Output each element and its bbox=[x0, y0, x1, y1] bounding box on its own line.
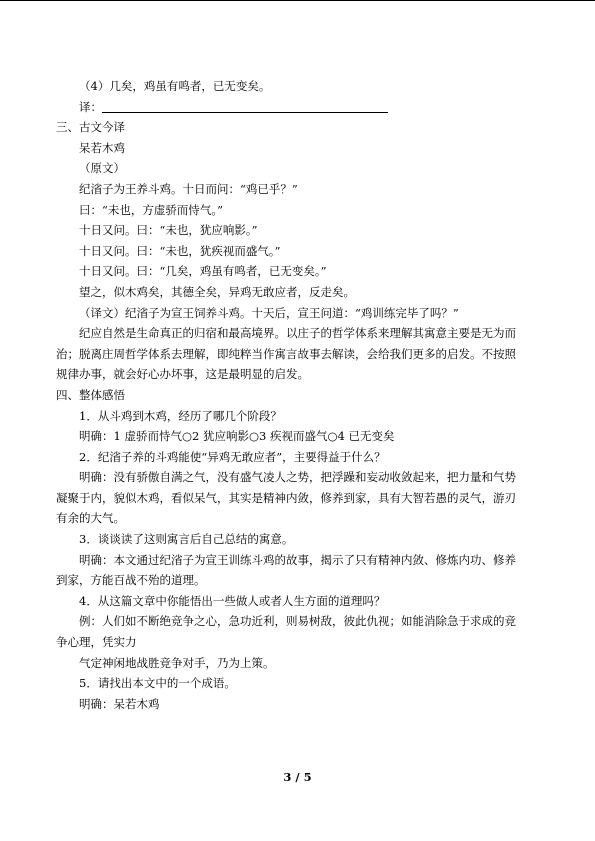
original-line-1: 纪渻子为王养斗鸡。十日而问：“鸡已乎？” bbox=[79, 181, 298, 196]
question-4: （4）几矣，鸡虽有鸣者，已无变矣。 bbox=[79, 79, 271, 93]
moral-line-2: 治；脱离庄周哲学体系去理解，即纯粹当作寓言故事去解读，会给我们更多的启发。不按照 bbox=[56, 346, 516, 361]
page-number: 3 / 5 bbox=[283, 770, 312, 784]
answer-2 bbox=[56, 467, 540, 529]
question-3: 3．谈谈读了这则寓言后自己总结的寓意。 bbox=[79, 532, 294, 547]
original-line-2: 曰：“未也，方虚骄而恃气。” bbox=[79, 202, 224, 217]
original-label: （原文） bbox=[79, 161, 125, 176]
original-line-5: 十日又问。曰：“几矣，鸡虽有鸣者，已无变矣。” bbox=[79, 264, 327, 279]
moral-line-1: 纪应自然是生命真正的归宿和最高境界。以庄子的哲学体系来理解其寓意主要是无为而 bbox=[79, 326, 516, 341]
original-line-6: 望之，似木鸡矣，其德全矣，异鸡无敢应者，反走矣。 bbox=[79, 284, 355, 299]
section-heading-3: 三、古文今译 bbox=[56, 120, 125, 135]
section-heading-4: 四、整体感悟 bbox=[56, 387, 125, 402]
original-line-4: 十日又问。曰：“未也，犹疾视而盛气。” bbox=[79, 243, 281, 258]
moral-line-3: 规律办事，就会好心办坏事，这是最明显的启发。 bbox=[56, 367, 309, 382]
translation-label: 译： bbox=[79, 99, 102, 114]
answer-3-line-1: 明确：本文通过纪渻子为宣王训练斗鸡的故事，揭示了只有精神内敛、修炼内功、修养 bbox=[79, 552, 516, 567]
question-1: 1．从斗鸡到木鸡，经历了哪几个阶段？ bbox=[79, 408, 282, 423]
translation-prompt bbox=[56, 97, 540, 118]
translation-text: （译文）纪渻子为宣王饲养斗鸡。十天后，宣王问道：“鸡训练完毕了吗？” bbox=[79, 305, 459, 320]
top-rule bbox=[0, 0, 595, 1]
answer-3 bbox=[56, 550, 540, 591]
answer-2-line-3: 有余的大气。 bbox=[56, 511, 125, 526]
moral-paragraph bbox=[56, 323, 540, 385]
answer-4 bbox=[56, 611, 540, 652]
answer-4-line-2: 争心理，凭实力 bbox=[56, 635, 137, 650]
question-5: 5．请找出本文中的一个成语。 bbox=[79, 676, 236, 691]
document-body bbox=[56, 76, 540, 714]
answer-5: 明确：呆若木鸡 bbox=[79, 696, 160, 711]
answer-3-line-2: 到家，方能百战不殆的道理。 bbox=[56, 573, 206, 588]
answer-1: 明确：1 虚骄而恃气○2 犹应响影○3 疾视而盛气○4 已无变矣 bbox=[79, 429, 395, 444]
answer-4-line-3: 气定神闲地战胜竞争对手，乃为上策。 bbox=[79, 655, 275, 670]
question-2: 2．纪渻子养的斗鸡能使“异鸡无敢应者”，主要得益于什么？ bbox=[79, 449, 386, 464]
answer-2-line-1: 明确：没有骄傲自满之气，没有盛气凌人之势，把浮躁和妄动收敛起来，把力量和气势 bbox=[79, 470, 516, 485]
answer-blank-line bbox=[102, 100, 388, 113]
original-line-3: 十日又问。曰：“未也，犹应响影。” bbox=[79, 223, 258, 238]
answer-4-line-1: 例：人们如不断绝竞争之心，急功近利，则易树敌，彼此仇视；如能消除急于求成的竞 bbox=[79, 614, 516, 629]
answer-2-line-2: 凝聚于内，貌似木鸡，看似呆气，其实是精神内敛，修养到家，具有大智若愚的灵气，游刃 bbox=[56, 490, 516, 505]
question-4b: 4．从这篇文章中你能悟出一些做人或者人生方面的道理吗？ bbox=[79, 593, 386, 608]
story-title: 呆若木鸡 bbox=[79, 140, 125, 155]
